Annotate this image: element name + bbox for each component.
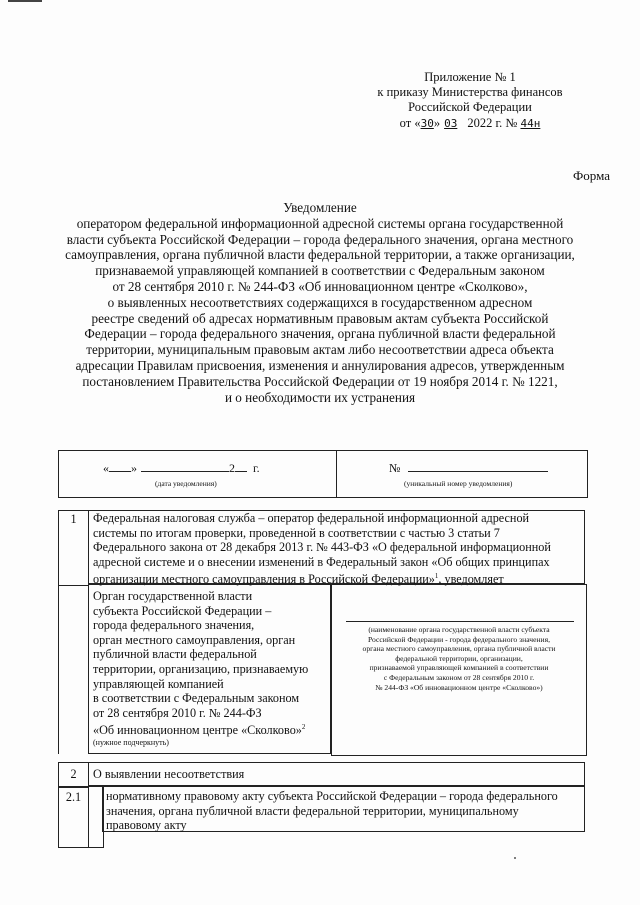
title-line: территории, муниципальным правовым актам либо несоответствии адреса объекта (86, 342, 554, 358)
appendix-line-2: к приказу Министерства финансов (377, 85, 563, 100)
box-divider (336, 451, 337, 497)
page-speck (514, 857, 516, 859)
appendix-day: 30 (420, 116, 434, 130)
row21-text-cell (102, 786, 585, 832)
row1-text-cell (88, 510, 585, 587)
organ-line: в соответствии с Федеральным законом (93, 691, 300, 706)
row1-line: Федеральная налоговая служба – оператор федеральной информационной адресной (93, 511, 530, 525)
organ-line: управляющей компанией (93, 676, 224, 691)
row21-num-cell (58, 786, 89, 848)
row2-number: 2 (70, 767, 77, 781)
organ-line: территории, организацию, признаваемую (93, 661, 309, 676)
title-line: Федерации – города федерального значения, органа публичной власти федеральной (84, 326, 556, 342)
notice-number-field[interactable]: № (389, 461, 548, 476)
row21-line: правовому акту (106, 818, 187, 833)
organ-line-last: «Об инновационном центре «Сколково»$^2$ (93, 723, 306, 738)
title-heading: Уведомление (283, 200, 357, 215)
row1-line: системы по итогам проверки, проведенной в соответствии с частью 3 статьи 7 (93, 525, 500, 540)
row1-line: Федерального закона от 28 декабря 2013 г. № 443-ФЗ «О федеральной информационной (93, 540, 551, 555)
row21-line: нормативному правовому акту субъекта Российской Федерации – города федерального (106, 789, 558, 803)
title-line: от 28 сентября 2010 г. № 244-ФЗ «Об инновационном центре «Сколково», (112, 278, 528, 294)
title-line: о выявленных несоответствиях содержащихся в государственном адресном (107, 294, 533, 310)
appendix-month: 03 (444, 116, 458, 130)
row1-line-last: организации местного самоуправления в Российской Федерации»$^1$, уведомляет (93, 572, 504, 587)
organ-line: орган местного самоуправления, орган (93, 632, 296, 647)
date-caption: (дата уведомления) (155, 479, 217, 488)
row1-num-cell (58, 510, 89, 586)
organ-line: от 28 сентября 2010 г. № 244-ФЗ (93, 705, 262, 720)
row2-text: О выявлении несоответствия (93, 767, 245, 781)
notice-date-field[interactable]: « » 2 г. (103, 461, 260, 475)
organ-caption: (наименование органа государственной власти субъекта Российской Федерации - города федерального значения, органа местного самоуправления, органа публичной власти федеральной территории, организации, признаваемой управляющей компанией в соответствии с Федеральным законом от 28 сентября 2010 г. № 244-ФЗ «Об инновационном центре «Сколково») (362, 625, 556, 692)
title-line: власти субъекта Российской Федерации – города федерального значения, органа местного (66, 231, 574, 247)
row21-number: 2.1 (65, 790, 82, 804)
organ-line: Орган государственной власти (93, 589, 253, 603)
appendix-number: 44н (520, 116, 541, 130)
title-line: реестре сведений об адресах нормативным правовым актам субъекта Российской (91, 310, 549, 326)
organ-value-cell[interactable] (331, 584, 587, 756)
notification-title (40, 200, 600, 405)
row1-number: 1 (70, 512, 77, 526)
title-line: и о необходимости их устранения (224, 389, 416, 405)
row21-line: значения, органа публичной власти федеральной территории, муниципальному (106, 803, 519, 818)
appendix-block (340, 70, 600, 131)
title-line: постановлением Правительства Российской Федерации от 19 ноября 2014 г. № 1221, (82, 373, 558, 389)
title-line: адресации Правилам присвоения, изменения и аннулирования адресов, утвержденным (75, 357, 565, 373)
title-line: оператором федеральной информационной адресной системы органа государственной (76, 215, 564, 231)
title-line: самоуправления, органа публичной власти федеральной территории, а также организации, (65, 247, 575, 263)
organ-line: города федерального значения, (93, 618, 255, 633)
organ-label-cell (88, 584, 331, 754)
appendix-date-line: от «30» 03 2022 г. № 44н (399, 115, 541, 130)
form-label: Форма (573, 168, 610, 183)
notice-header-box (58, 450, 588, 498)
number-caption: (уникальный номер уведомления) (404, 479, 513, 488)
appendix-line-3: Российской Федерации (408, 100, 532, 115)
organ-line: публичной власти федеральной (93, 647, 257, 662)
organ-line: субъекта Российской Федерации – (93, 603, 272, 618)
row2-text-cell (88, 762, 585, 786)
row2-num-cell (58, 762, 89, 788)
scan-mark (8, 0, 42, 2)
title-line: признаваемой управляющей компанией в соответствии с Федеральным законом (95, 263, 545, 279)
organ-note: (нужное подчеркнуть) (93, 738, 169, 747)
organ-input-line[interactable] (346, 621, 574, 622)
appendix-line-1: Приложение № 1 (424, 70, 516, 84)
row1-line: адресной системе и о внесении изменений в Федеральный закон «Об общих принципах (93, 554, 550, 569)
